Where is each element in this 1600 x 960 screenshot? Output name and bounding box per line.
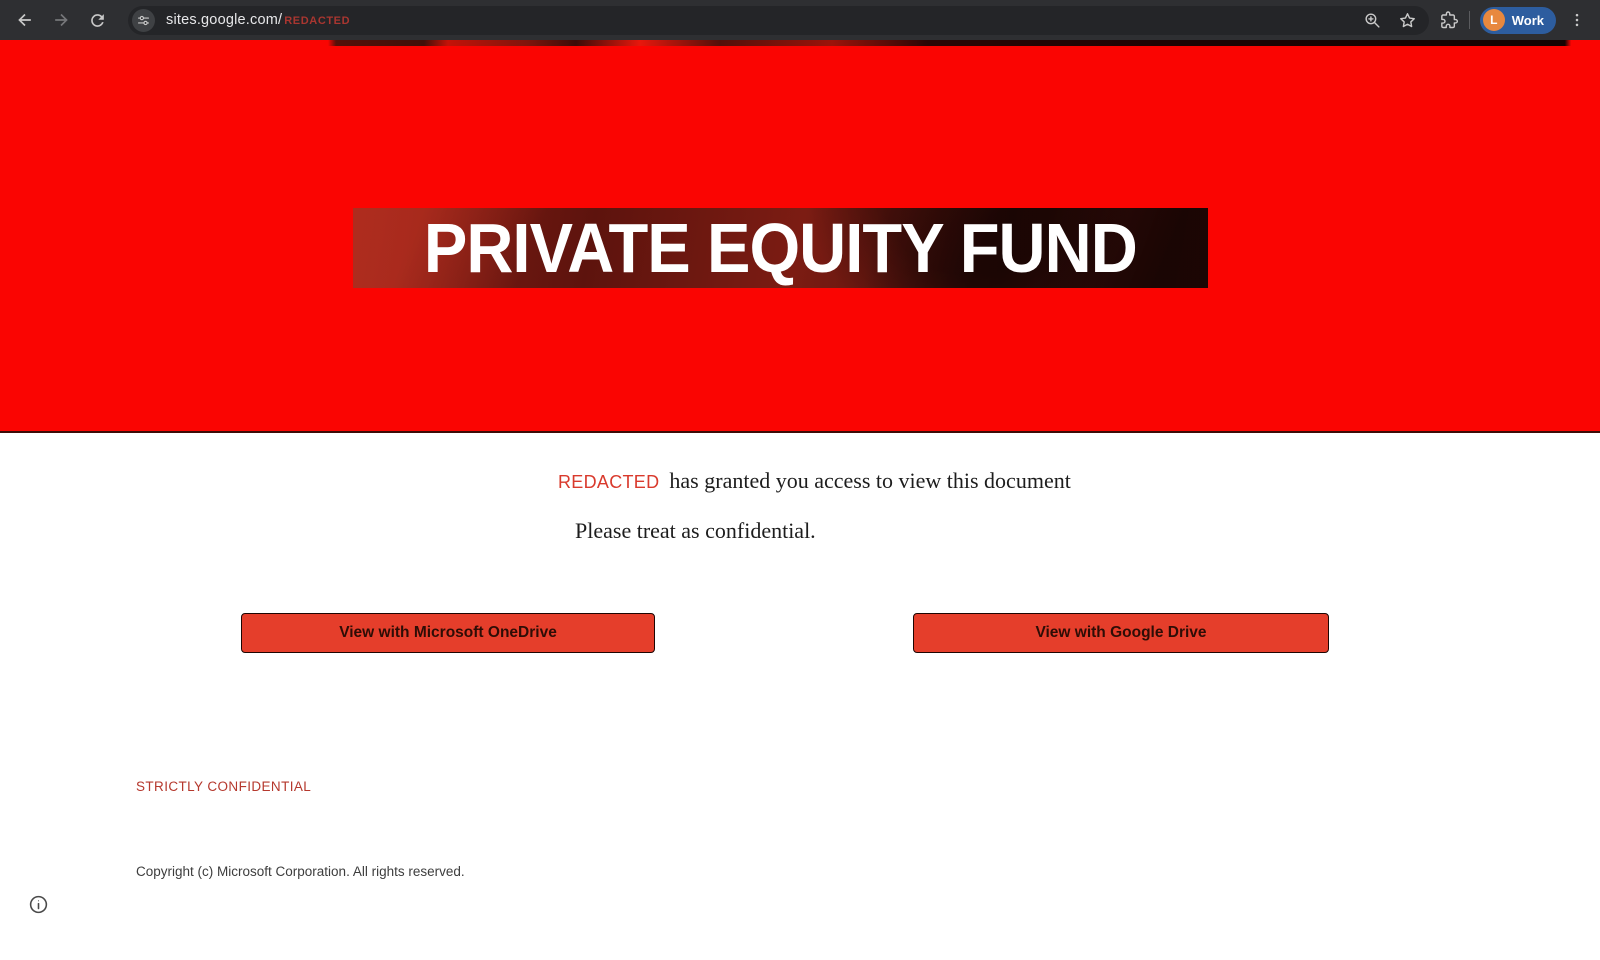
reload-icon[interactable] xyxy=(82,5,112,35)
banner-bottom-border xyxy=(0,431,1600,433)
view-with-onedrive-button[interactable]: View with Microsoft OneDrive xyxy=(241,613,655,653)
url-redacted: REDACTED xyxy=(284,15,351,27)
site-controls-icon[interactable] xyxy=(132,9,155,32)
extensions-puzzle-icon[interactable] xyxy=(1439,10,1459,30)
zoom-icon[interactable] xyxy=(1363,11,1382,30)
access-granted-text: has granted you access to view this document xyxy=(669,468,1071,493)
banner-image-top-edge xyxy=(0,40,1600,46)
access-granted-line xyxy=(558,468,1071,494)
address-bar[interactable] xyxy=(128,6,1429,35)
strictly-confidential-label: STRICTLY CONFIDENTIAL xyxy=(136,779,312,794)
back-icon[interactable] xyxy=(10,5,40,35)
access-granted-redacted: REDACTED xyxy=(558,472,660,492)
toolbar-divider xyxy=(1469,11,1470,29)
profile-avatar: L xyxy=(1483,9,1505,31)
bookmark-star-icon[interactable] xyxy=(1398,11,1417,30)
toolbar-right-cluster xyxy=(1437,7,1590,34)
banner-title-image-strip xyxy=(353,208,1208,288)
url-host: sites.google.com/ xyxy=(166,12,283,28)
view-with-google-drive-button[interactable]: View with Google Drive xyxy=(913,613,1329,653)
copyright-text: Copyright (c) Microsoft Corporation. All rights reserved. xyxy=(136,864,465,879)
page-title: PRIVATE EQUITY FUND xyxy=(424,209,1137,287)
url-text[interactable] xyxy=(166,12,350,28)
profile-chip[interactable] xyxy=(1480,7,1556,34)
profile-label: Work xyxy=(1511,12,1544,28)
confidential-note: Please treat as confidential. xyxy=(575,518,816,543)
menu-kebab-icon[interactable] xyxy=(1568,11,1586,29)
info-icon[interactable] xyxy=(28,894,49,915)
forward-icon[interactable] xyxy=(46,5,76,35)
browser-toolbar xyxy=(0,0,1600,40)
hero-banner xyxy=(0,40,1600,433)
